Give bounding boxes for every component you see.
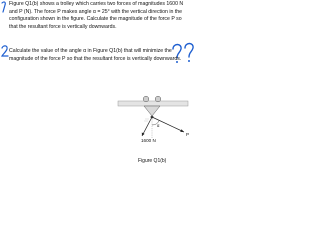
force-p-label: P <box>186 132 190 137</box>
question-1b-text: Figure Q1(b) shows a trolley which carries two forces of magnitudes 1600 N and P (N). The force P makes angle α = 25° with the vertical direction in the configuration shown in the figure. Calculate the magnitude of the force P so that the resultant force is vertically downwards. <box>9 1 184 30</box>
document-page <box>0 0 200 174</box>
rail-beam <box>118 101 188 106</box>
trolley-wheel-right <box>155 96 161 102</box>
force-1600n-arrow <box>142 117 152 136</box>
trolley-wheel-left <box>143 96 149 102</box>
question-follow-up-text: Calculate the value of the angle α in Figure Q1(b) that will minimize the magnitude of the force P so that the resultant force is vertically downwards. <box>9 48 182 62</box>
force-1600n-label: 1600 N <box>141 138 156 143</box>
angle-alpha-label: α <box>157 123 160 128</box>
figure-caption: Figure Q1(b) <box>138 158 167 164</box>
trolley-body <box>144 106 160 116</box>
angle-region-hatch <box>144 119 149 121</box>
